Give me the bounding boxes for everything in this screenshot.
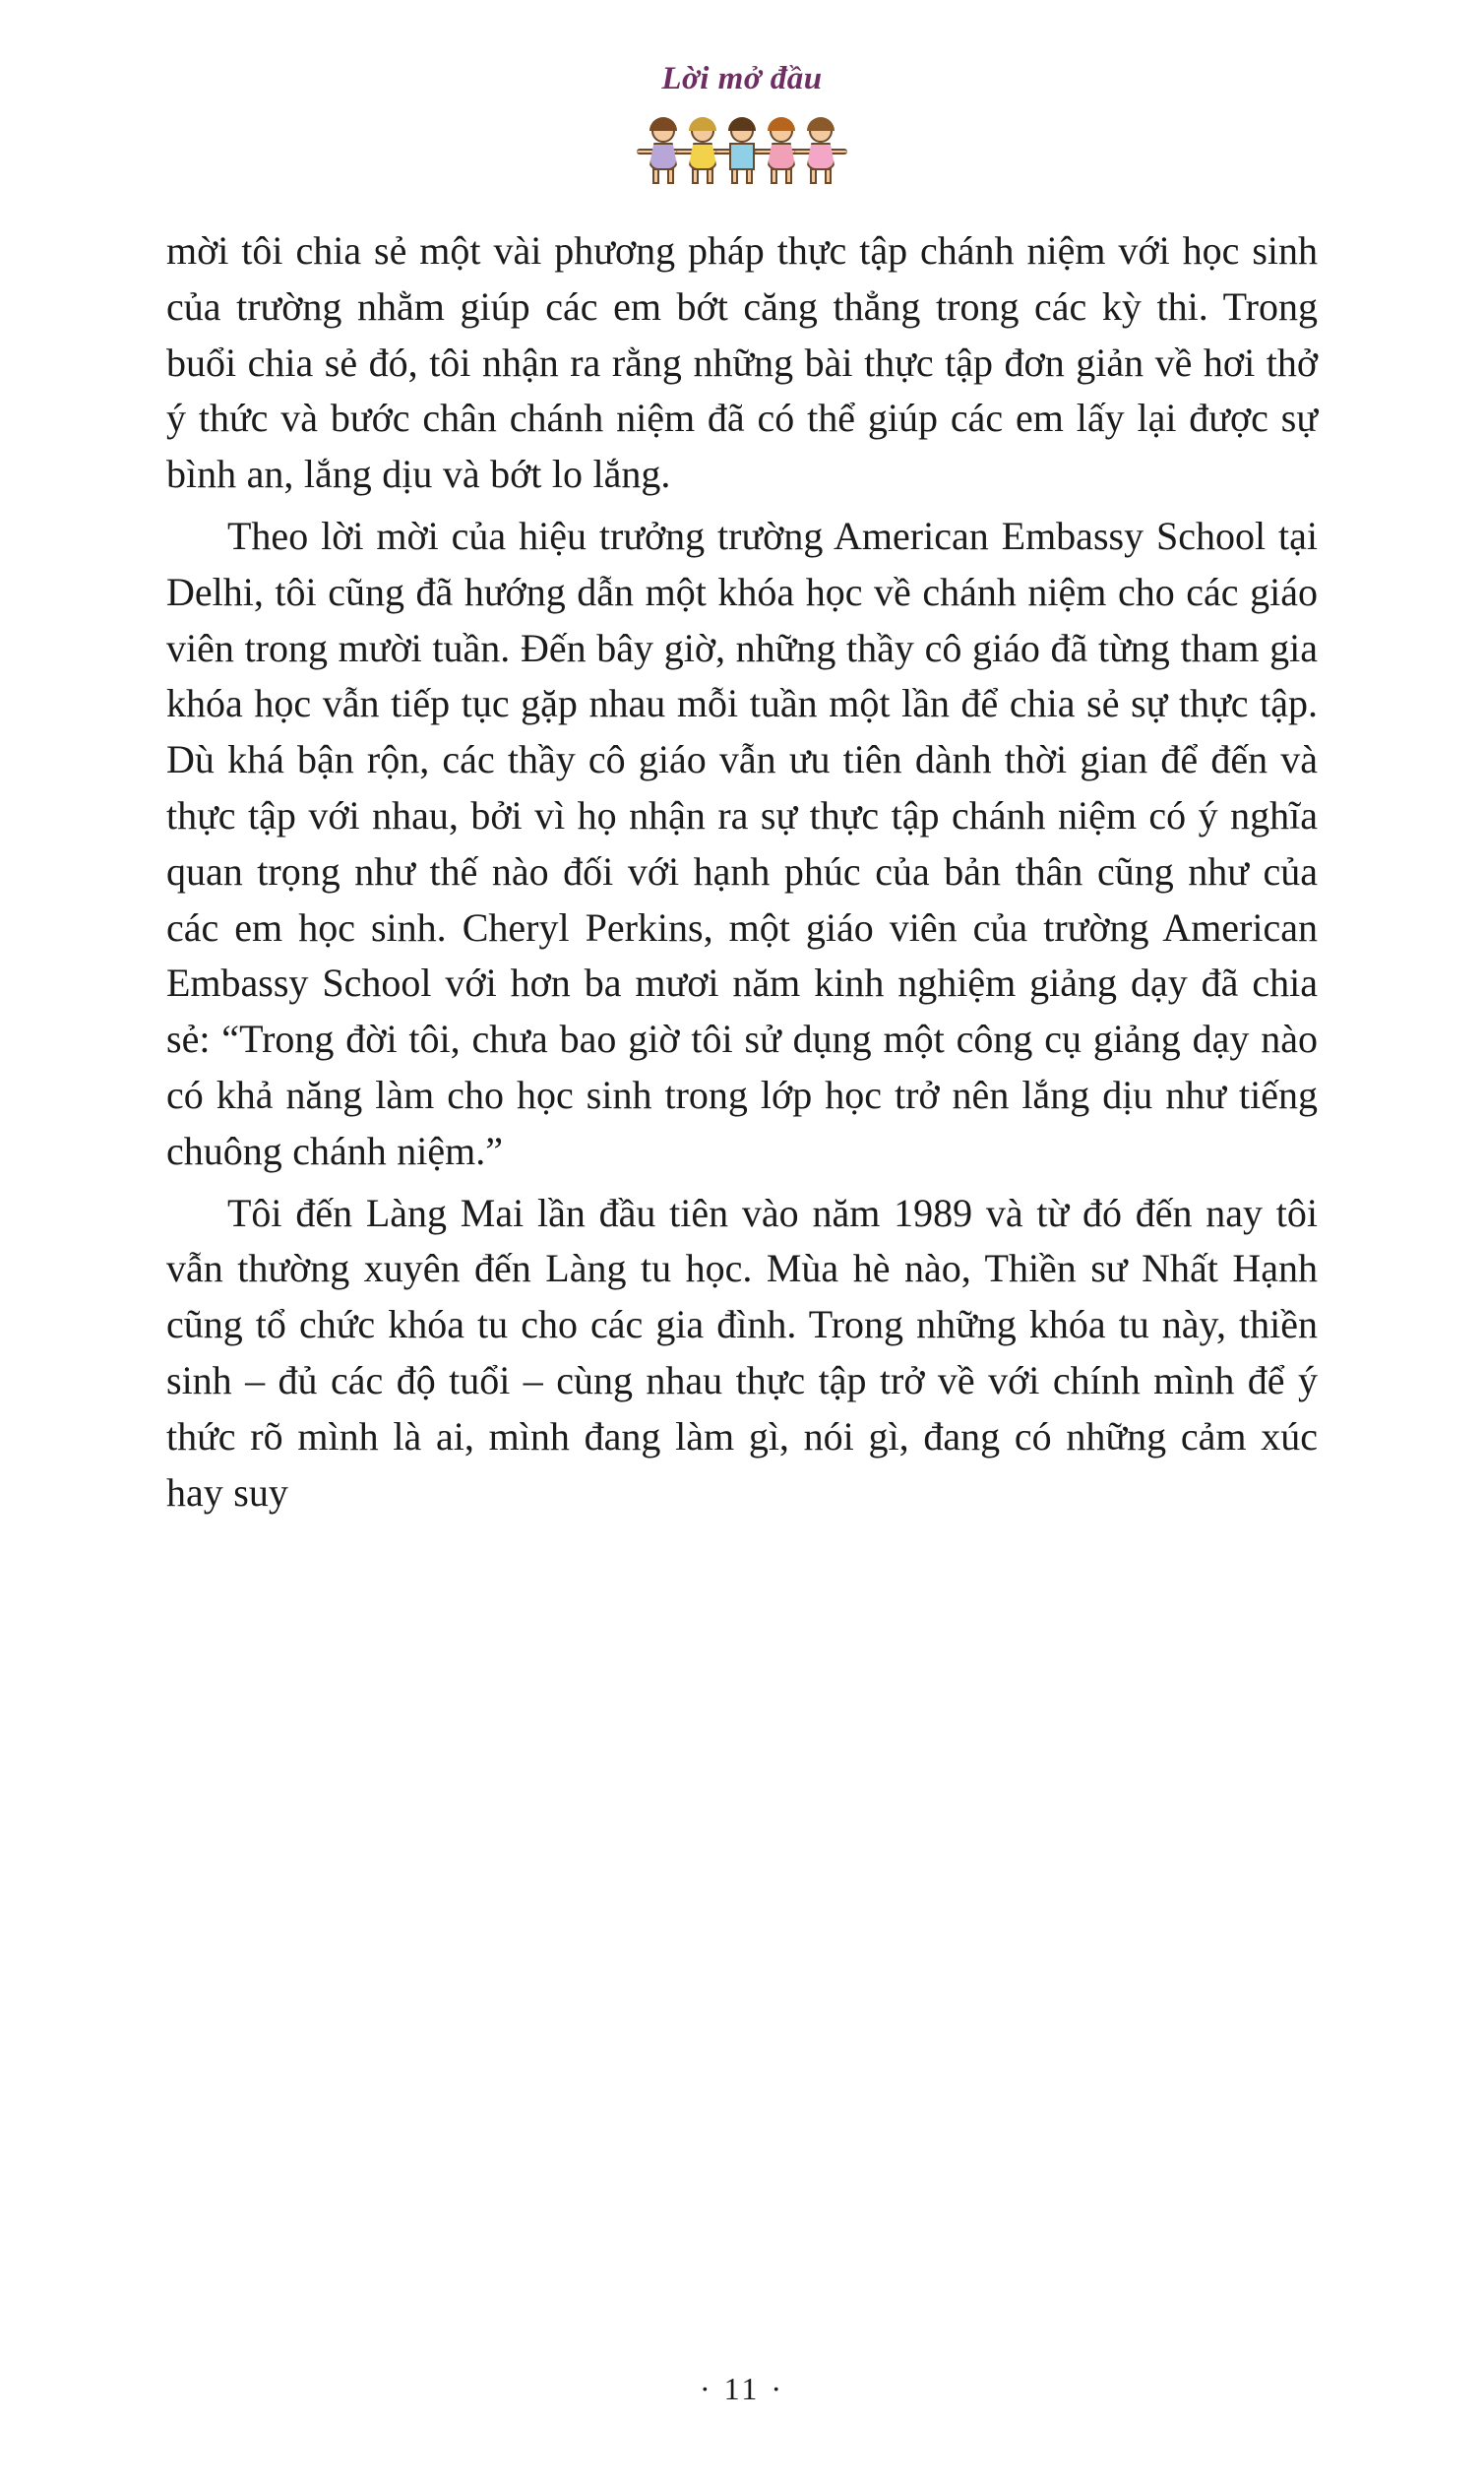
paragraph-1: mời tôi chia sẻ một vài phương pháp thực tập chánh niệm với học sinh của trường nhằm giúp các em bớt căng thẳng trong các kỳ thi. Trong buổi chia sẻ đó, tôi nhận ra rằng những bài thực tập đơn giản về hơi thở ý thức và bước chân chánh niệm đã có thể giúp các em lấy lại được sự bình an, lắng dịu và bớt lo lắng. xyxy=(166,228,1318,497)
page-number: · 11 · xyxy=(699,2371,785,2406)
paragraph-2: Theo lời mời của hiệu trưởng trường American Embassy School tại Delhi, tôi cũng đã hướng dẫn một khóa học về chánh niệm cho các giáo viên trong mười tuần. Đến bây giờ, những thầy cô giáo đã từng tham gia khóa học vẫn tiếp tục gặp nhau mỗi tuần một lần để chia sẻ sự thực tập. Dù khá bận rộn, các thầy cô giáo vẫn ưu tiên dành thời gian để đến và thực tập với nhau, bởi vì họ nhận ra sự thực tập chánh niệm có ý nghĩa quan trọng như thế nào đối với hạnh phúc của bản thân cũng như của các em học sinh. Cheryl Perkins, một giáo viên của trường American Embassy School với hơn ba mươi năm kinh nghiệm giảng dạy đã chia sẻ: “Trong đời tôi, chưa bao giờ tôi sử dụng một công cụ giảng dạy nào có khả năng làm cho học sinh trong lớp học trở nên lắng dịu như tiếng chuông chánh niệm.” xyxy=(166,513,1318,1173)
body-text xyxy=(166,184,1318,1526)
children-holding-hands-icon xyxy=(645,111,839,184)
child-figure xyxy=(802,119,839,184)
running-head: Lời mở đầu xyxy=(661,61,823,96)
paragraph-3: Tôi đến Làng Mai lần đầu tiên vào năm 1989 và từ đó đến nay tôi vẫn thường xuyên đến Làng tu học. Mùa hè nào, Thiền sư Nhất Hạnh cũng tổ chức khóa tu cho các gia đình. Trong những khóa tu này, thiền sinh – đủ các độ tuổi – cùng nhau thực tập trở về với chính mình để ý thức rõ mình là ai, mình đang làm gì, nói gì, đang có những cảm xúc hay suy xyxy=(166,1190,1318,1515)
